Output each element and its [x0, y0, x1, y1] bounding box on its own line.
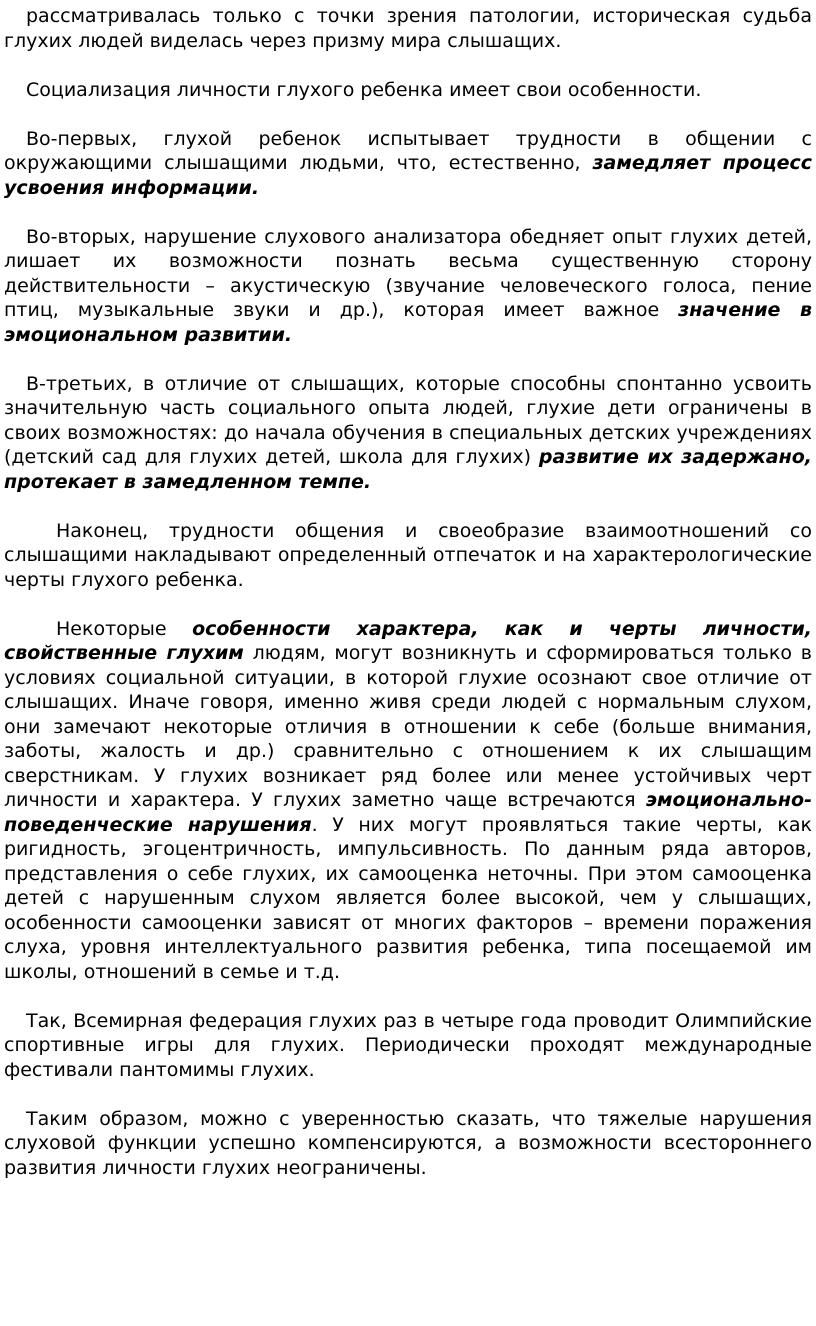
- text-segment: Наконец, трудности общения и своеобразие взаимоотношений со слышащими накладывают определенный отпечаток и на характерологические черты глухого ребенка.: [4, 519, 812, 591]
- emphasized-text: особенности характера, как и черты личности, свойственные глухим: [4, 617, 812, 664]
- text-segment: людям, могут возникнуть и сформироваться только в условиях социальной ситуации, в которой глухие осознают свое отличие от слышащих. Иначе говоря, именно живя среди людей с нормальным слухом, они замечают некоторые отличия в отношении к себе (больше внимания, заботы, жалость и др.) сравнительно с отношением к их слышащим сверстникам. У глухих возникает ряд более или менее устойчивых черт личности и характера. У глухих заметно чаще встречаются: [4, 642, 812, 811]
- text-segment: Социализация личности глухого ребенка имеет свои особенности.: [26, 78, 702, 101]
- paragraph-finally: [4, 519, 812, 593]
- emphasized-text: развитие их задержано, протекает в замедленном темпе.: [4, 446, 812, 493]
- text-segment: Некоторые: [56, 617, 193, 640]
- text-segment: В-третьих, в отличие от слышащих, которые способны спонтанно усвоить значительную часть социального опыта людей, глухие дети ограничены в своих возможностях: до начала обучения в специальных детских учреждениях (детский сад для глухих детей, школа для глухих): [4, 372, 812, 468]
- document-page: [4, 0, 812, 1205]
- text-segment: рассматривалась только с точки зрения патологии, историческая судьба глухих людей виделась через призму мира слышащих.: [4, 5, 812, 52]
- paragraph-third-reason: [4, 372, 812, 495]
- paragraph-second-reason: [4, 225, 812, 348]
- emphasized-text: замедляет процесс усвоения информации.: [4, 152, 812, 199]
- text-segment: Во-вторых, нарушение слухового анализатора обедняет опыт глухих детей, лишает их возможности познать весьма существенную сторону действительности – акустическую (звучание человеческого голоса, пение птиц, музыкальные звуки и др.), которая имеет важное: [4, 225, 812, 321]
- paragraph-first-reason: [4, 127, 812, 201]
- paragraph-deaf-olympics: [4, 1009, 812, 1083]
- paragraph-conclusion: [4, 1107, 812, 1181]
- emphasized-text: значение в эмоциональном развитии.: [4, 299, 812, 346]
- paragraph-socialization: [4, 78, 812, 103]
- text-segment: Таким образом, можно с уверенностью сказать, что тяжелые нарушения слуховой функции успешно компенсируются, а возможности всестороннего развития личности глухих неограничены.: [4, 1107, 812, 1179]
- paragraph-personality-traits: [4, 617, 812, 985]
- text-segment: Во-первых, глухой ребенок испытывает трудности в общении с окружающими слышащими людьми, что, естественно,: [4, 127, 812, 174]
- text-segment: Так, Всемирная федерация глухих раз в четыре года проводит Олимпийские спортивные игры для глухих. Периодически проходят международные фестивали пантомимы глухих.: [4, 1009, 812, 1081]
- text-segment: . У них могут проявляться такие черты, как ригидность, эгоцентричность, импульсивность. По данным ряда авторов, представления о себе глухих, их самооценка неточны. При этом самооценка детей с нарушенным слухом является более высокой, чем у слышащих, особенности самооценки зависят от многих факторов – времени поражения слуха, уровня интеллектуального развития ребенка, типа посещаемой им школы, отношений в семье и т.д.: [4, 813, 812, 983]
- paragraph-intro-continuation: [4, 4, 812, 53]
- emphasized-text: эмоционально-поведенческие нарушения: [4, 789, 812, 836]
